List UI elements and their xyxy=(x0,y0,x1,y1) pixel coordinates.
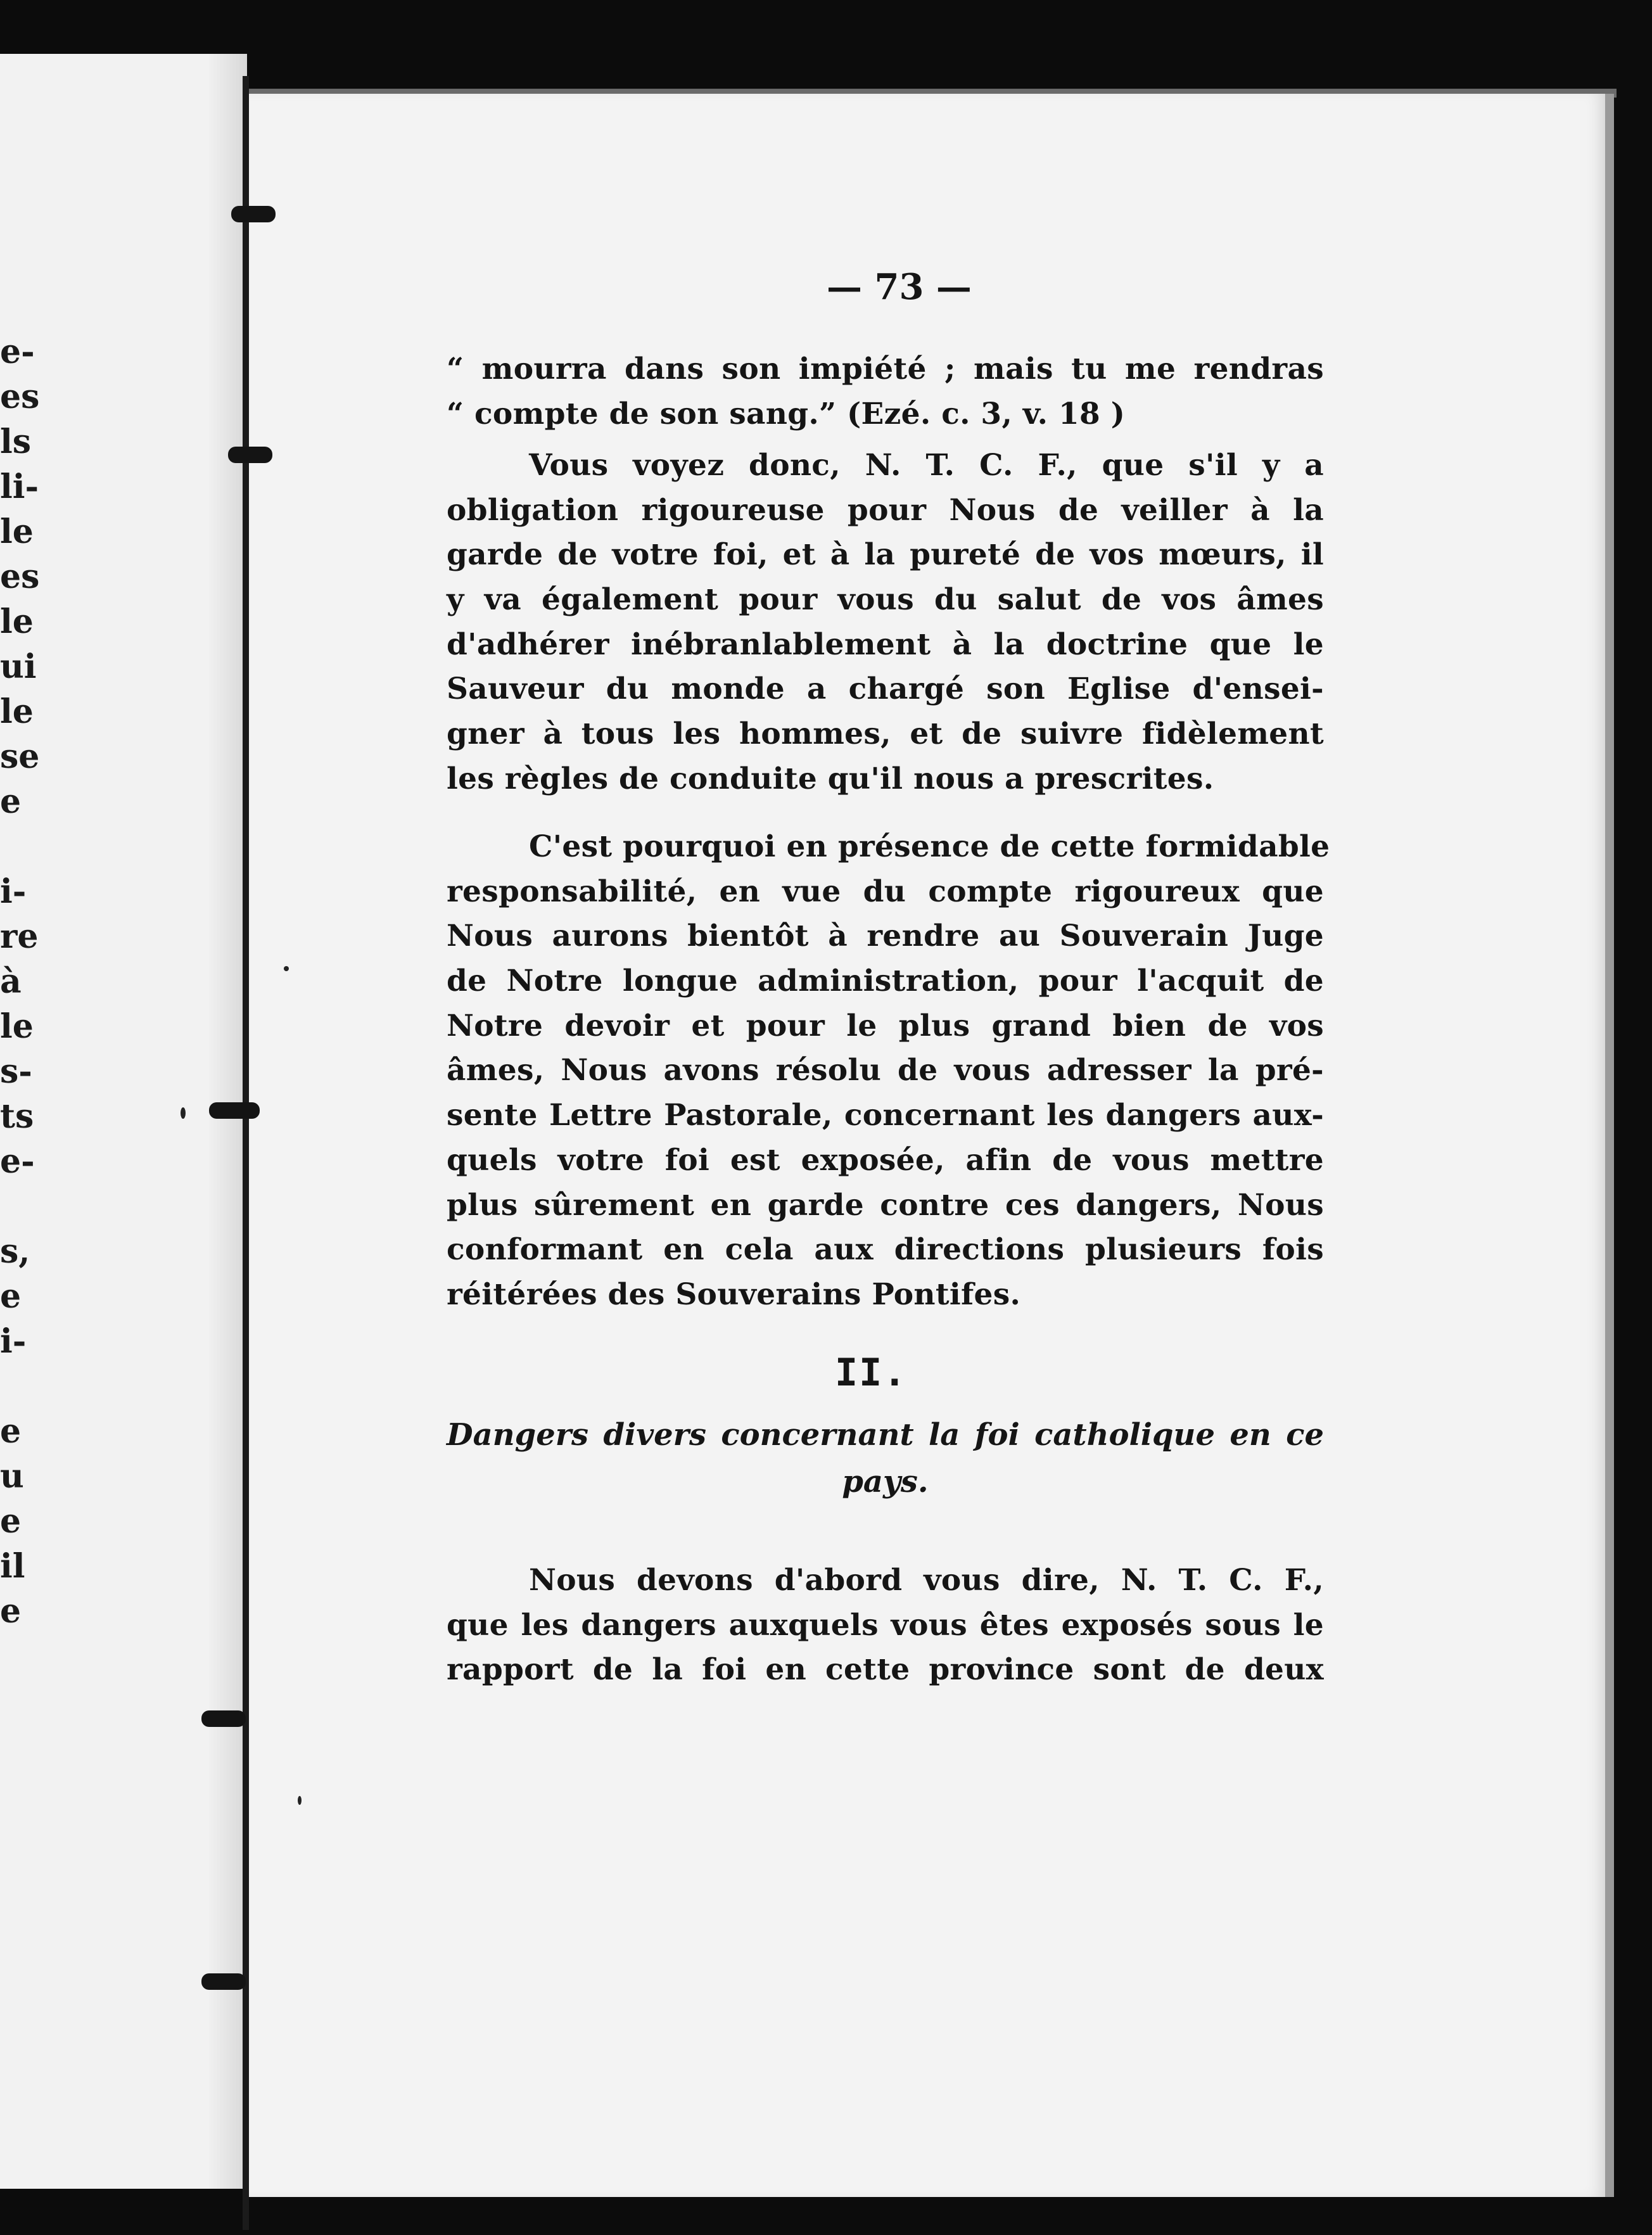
left-fragment: le xyxy=(0,1007,34,1046)
text-line: “ mourra dans son impiété ; mais tu me rendras xyxy=(447,352,1324,386)
text-line: Nous aurons bientôt à rendre au Souverain Juge xyxy=(447,919,1324,954)
text-line: plus sûrement en garde contre ces dangers, Nous xyxy=(447,1187,1324,1223)
left-fragment: e- xyxy=(0,333,35,371)
text-line: âmes, Nous avons résolu de vous adresser la pré- xyxy=(447,1053,1324,1088)
left-fragment: i- xyxy=(0,872,27,911)
text-line: C'est pourquoi en présence de cette formidable xyxy=(529,829,1330,864)
left-fragment: e xyxy=(0,1502,22,1541)
left-fragment: es xyxy=(0,557,40,596)
left-fragment: se xyxy=(0,737,40,776)
text-line: Vous voyez donc, N. T. C. F., que s'il y a xyxy=(529,448,1324,483)
left-fragment: e xyxy=(0,1412,22,1451)
left-fragment xyxy=(0,824,38,869)
text-line: d'adhérer inébranlablement à la doctrine que le xyxy=(447,627,1324,662)
text-line: Sauveur du monde a chargé son Eglise d'ensei- xyxy=(447,672,1324,707)
scan-speck xyxy=(284,966,289,971)
scan-speck xyxy=(298,1796,302,1805)
left-fragment: es xyxy=(0,378,40,416)
binding-stitch xyxy=(209,1102,260,1119)
binding-stitch xyxy=(201,1710,246,1727)
text-line: les règles de conduite qu'il nous a prescrites. xyxy=(447,761,1214,796)
text-line: réitérées des Souverains Pontifes. xyxy=(447,1277,1021,1312)
scan-speck xyxy=(181,1107,186,1119)
text-line: Notre devoir et pour le plus grand bien de vos xyxy=(447,1008,1324,1043)
left-fragment: e- xyxy=(0,1142,35,1181)
text-line: “ compte de son sang.” (Ezé. c. 3, v. 18 ) xyxy=(447,396,1126,431)
binding-stitch xyxy=(201,1973,246,1990)
left-fragment: s- xyxy=(0,1052,32,1091)
paragraph-1 xyxy=(447,347,1324,436)
left-fragment: e xyxy=(0,782,22,821)
paragraph-2 xyxy=(447,443,1324,802)
text-line: obligation rigoureuse pour Nous de veiller à la xyxy=(447,492,1324,528)
text-line: de Notre longue administration, pour l'acquit de xyxy=(447,964,1324,999)
page-number: — 73 — xyxy=(827,266,972,308)
left-page-text-fragments xyxy=(0,329,38,1634)
text-line: rapport de la foi en cette province sont de deux xyxy=(447,1652,1324,1688)
text-line: responsabilité, en vue du compte rigoureux que xyxy=(447,874,1324,909)
left-fragment: u xyxy=(0,1457,24,1496)
left-fragment: i- xyxy=(0,1322,27,1361)
left-fragment: e xyxy=(0,1277,22,1316)
text-line: garde de votre foi, et à la pureté de vos mœurs, il xyxy=(447,537,1324,573)
left-fragment: e xyxy=(0,1592,22,1631)
text-line: y va également pour vous du salut de vos âmes xyxy=(447,582,1324,618)
binding-stitch xyxy=(228,447,272,463)
text-line: quels votre foi est exposée, afin de vous mettre xyxy=(447,1142,1324,1178)
text-line: gner à tous les hommes, et de suivre fidèlement xyxy=(447,716,1324,752)
binding-stitch xyxy=(231,206,276,222)
left-fragment: le xyxy=(0,602,34,641)
left-fragment: ts xyxy=(0,1097,34,1136)
section-numeral: II. xyxy=(835,1351,908,1395)
left-fragment: ui xyxy=(0,647,37,686)
section-title-line-2: pays. xyxy=(842,1464,929,1500)
gutter-shadow xyxy=(209,54,247,2189)
left-fragment: le xyxy=(0,692,34,731)
left-fragment: li- xyxy=(0,468,39,506)
left-fragment: ls xyxy=(0,423,32,461)
left-fragment: le xyxy=(0,513,34,551)
left-fragment xyxy=(0,1184,38,1229)
left-fragment: re xyxy=(0,917,39,956)
text-line: sente Lettre Pastorale, concernant les dangers aux- xyxy=(447,1098,1324,1133)
left-fragment xyxy=(0,1364,38,1409)
paragraph-4 xyxy=(447,1558,1324,1693)
paragraph-3 xyxy=(447,825,1330,1318)
binding-thread xyxy=(243,76,249,2230)
left-fragment: à xyxy=(0,962,22,1001)
text-line: que les dangers auxquels vous êtes exposés sous le xyxy=(447,1607,1324,1643)
left-fragment: il xyxy=(0,1547,25,1586)
text-line: Nous devons d'abord vous dire, N. T. C. F., xyxy=(529,1563,1324,1598)
text-line: conformant en cela aux directions plusieurs fois xyxy=(447,1232,1324,1268)
section-title xyxy=(447,1411,1324,1505)
section-title-line-1: Dangers divers concernant la foi catholique en ce xyxy=(447,1417,1324,1453)
left-fragment: s, xyxy=(0,1232,30,1271)
